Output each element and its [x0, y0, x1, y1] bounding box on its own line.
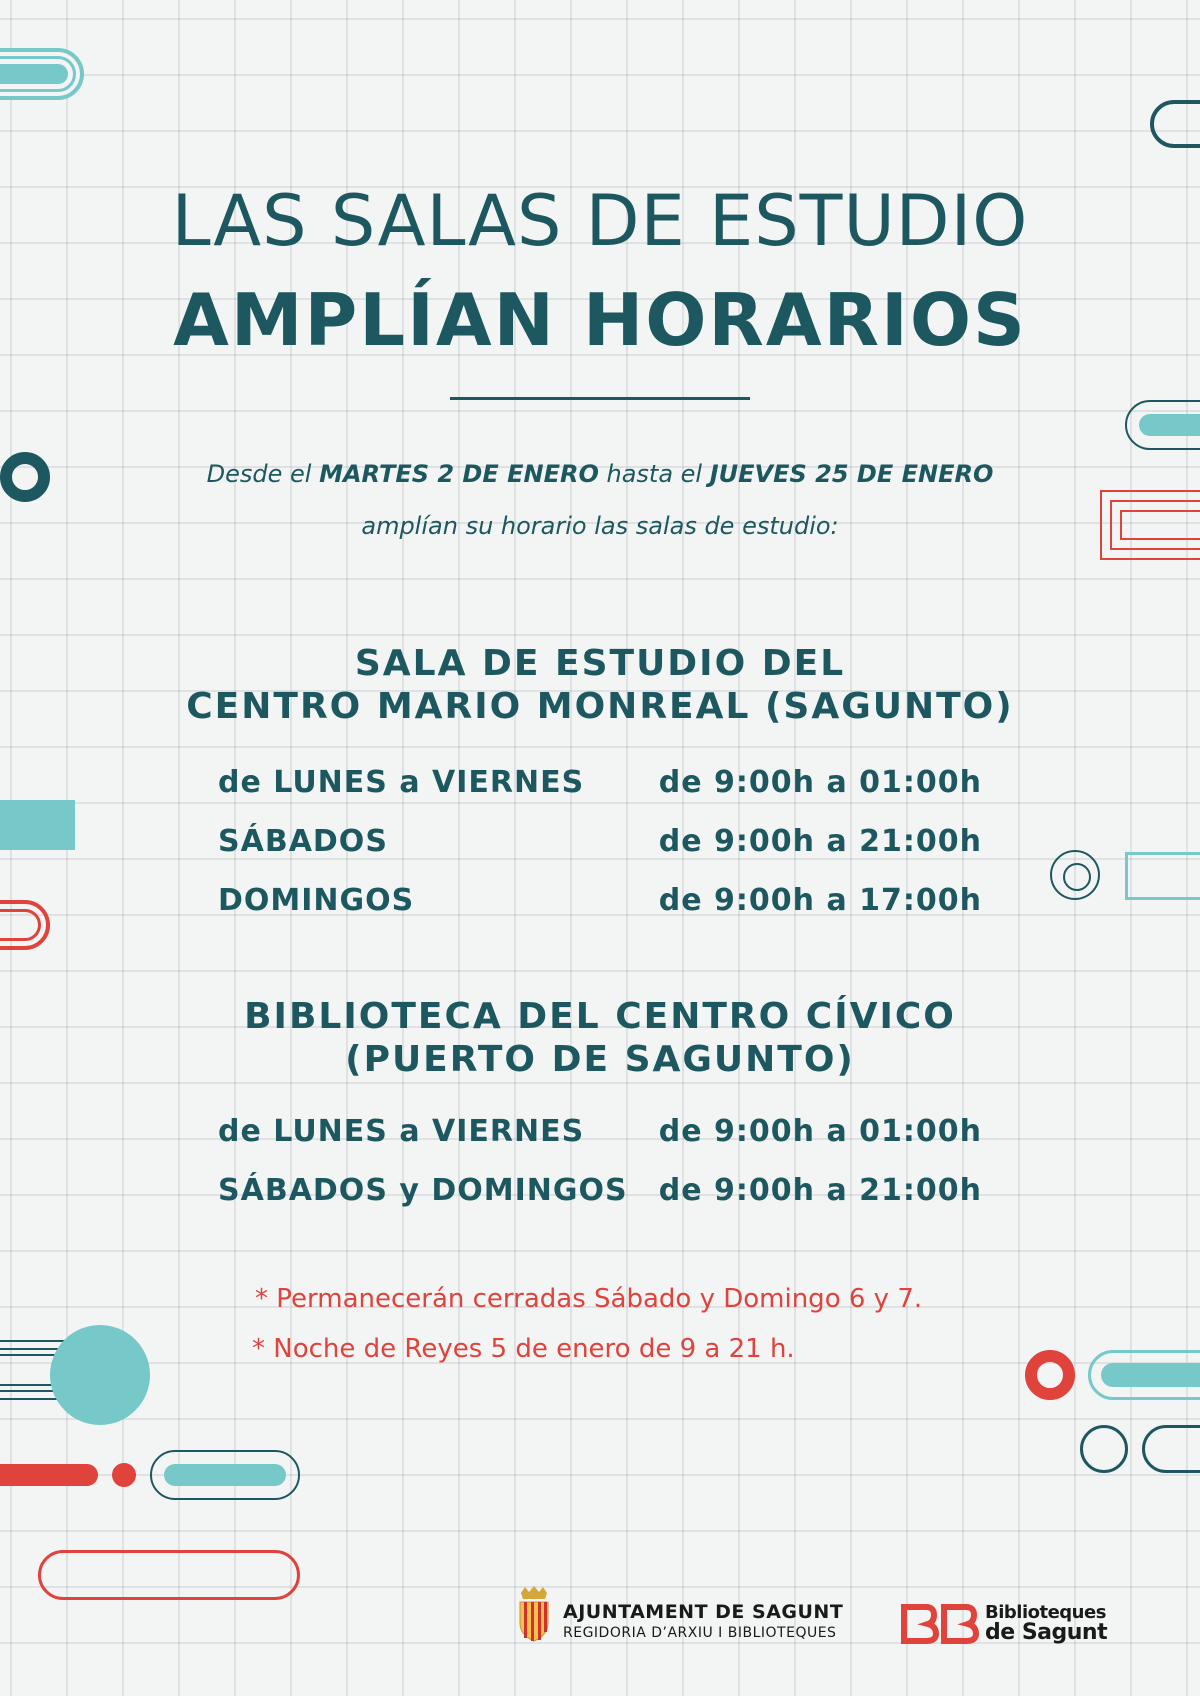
section-1-row-1-day: de LUNES a VIERNES [218, 765, 585, 800]
deco-bar-red-bottom-left [0, 1464, 98, 1486]
intro-date-end: JUEVES 25 DE ENERO [709, 460, 994, 488]
section-1-row-3-day: DOMINGOS [218, 883, 415, 918]
section-2-row-2-day: SÁBADOS y DOMINGOS [218, 1173, 628, 1208]
ajuntament-name: AJUNTAMENT DE SAGUNT [563, 1601, 844, 1623]
deco-block-teal-left [0, 800, 75, 850]
deco-pill-teal-bottom-left [150, 1450, 300, 1500]
title-divider [450, 397, 750, 400]
deco-circle-dark-bottom-right [1080, 1425, 1128, 1473]
biblioteques-line-2: de Sagunt [985, 1620, 1108, 1645]
deco-pill-red-bottom [38, 1550, 300, 1600]
deco-circle-teal-bottom-left [50, 1325, 150, 1425]
section-1-title-line-1: SALA DE ESTUDIO DEL [354, 643, 846, 684]
deco-pill-top-left [0, 48, 84, 100]
deco-pill-teal-bottom-right [1088, 1350, 1200, 1400]
section-2-row-1-hours: de 9:00h a 01:00h [658, 1114, 982, 1149]
deco-pill-red-left [0, 900, 50, 950]
biblioteques-name [985, 1603, 1107, 1643]
section-1-row-1-hours: de 9:00h a 01:00h [658, 765, 982, 800]
title-line-1: LAS SALAS DE ESTUDIO [171, 180, 1029, 262]
deco-circle-right [1050, 850, 1100, 900]
note-noche-reyes: * Noche de Reyes 5 de enero de 9 a 21 h. [252, 1334, 795, 1364]
section-2-title-line-2: (PUERTO DE SAGUNTO) [345, 1039, 855, 1080]
biblioteques-logo-icon [900, 1603, 980, 1645]
title-line-2: AMPLÍAN HORARIOS [173, 278, 1027, 362]
deco-pill-right-upper [1125, 400, 1200, 450]
ajuntament-subtitle: REGIDORIA D’ARXIU I BIBLIOTEQUES [563, 1625, 837, 1641]
intro-date-start: MARTES 2 DE ENERO [319, 460, 599, 488]
section-2-row-1-day: de LUNES a VIERNES [218, 1114, 585, 1149]
section-1-row-2-day: SÁBADOS [218, 824, 388, 859]
section-1-row-3-hours: de 9:00h a 17:00h [658, 883, 982, 918]
intro-line-1 [0, 460, 1200, 488]
biblioteques-line-1: Biblioteques [985, 1602, 1106, 1623]
deco-rect-teal-right [1125, 852, 1200, 900]
intro-hasta: hasta el [606, 460, 703, 488]
note-closed-weekend: * Permanecerán cerradas Sábado y Domingo 6 y 7. [255, 1284, 923, 1314]
intro-desde: Desde el [206, 460, 312, 488]
section-1-title-line-2: CENTRO MARIO MONREAL (SAGUNTO) [186, 686, 1014, 727]
deco-ring-red-right [1025, 1350, 1075, 1400]
deco-dot-red-bottom-left [112, 1463, 136, 1487]
intro-line-2: amplían su horario las salas de estudio: [361, 512, 839, 540]
deco-pill-top-right [1150, 100, 1200, 148]
section-1-row-2-hours: de 9:00h a 21:00h [658, 824, 982, 859]
section-2-row-2-hours: de 9:00h a 21:00h [658, 1173, 982, 1208]
section-2-title-line-1: BIBLIOTECA DEL CENTRO CÍVICO [244, 996, 956, 1037]
deco-pill-dark-bottom-right [1142, 1425, 1200, 1473]
ajuntament-crest-icon [515, 1585, 553, 1643]
